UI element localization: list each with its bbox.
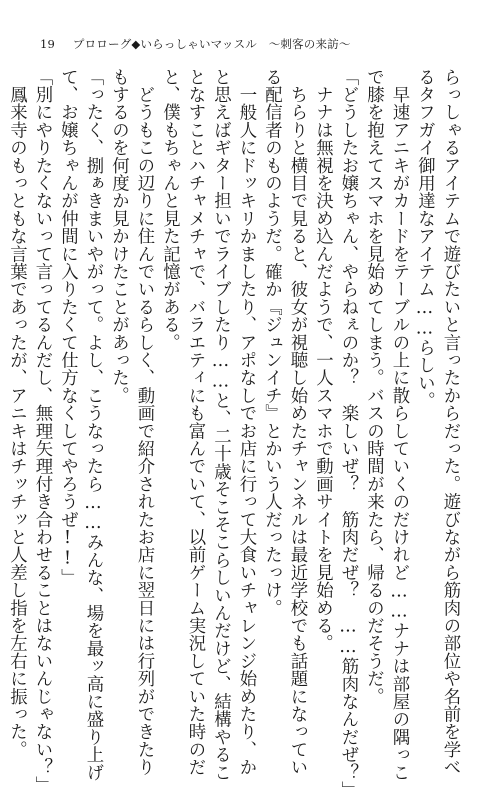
text-line: どうもこの辺りに住んでいるらしく、動画で紹介されたお店に翌日には行列ができたり — [134, 68, 154, 776]
text-line: となすことハチャメチャで、バラエティにも富んでいて、以前ゲーム実況していた時のだ — [185, 68, 205, 776]
text-line: と思えばギター担いでライブしたり……と、二十歳そこそこらしいんだけど、結構やるこ — [210, 68, 231, 782]
text-line: るタフガイ御用達なアイテム……らしい。 — [414, 68, 435, 410]
page-number: 19 — [40, 37, 56, 51]
chapter-title: プロローグ◆いらっしゃいマッスル 〜刺客の来訪〜 — [72, 37, 351, 51]
text-line: て、お嬢ちゃんが仲間に入りたくて仕方なくしてやろうぜ!!」 — [57, 68, 78, 587]
text-line: らっしゃるアイテムで遊びたいと言ったからだった。遊びながら筋肉の部位や名前を学べ — [440, 68, 460, 776]
text-line: と、僕もちゃんと見た記憶がある。 — [159, 68, 180, 352]
text-line: 鳳来寺のもっともな言葉であったが、アニキはチッチッと人差し指を左右に振った。 — [6, 68, 27, 759]
text-line: ナナは無視を決め込んだようで、一人スマホで動画サイトを見始める。 — [312, 68, 333, 653]
text-line: 一般人にドッキリかましたり、アポなしでお店に行って大食いチャレンジ始めたり、か — [236, 68, 256, 776]
text-line: 「どうしたお嬢ちゃん、やらねぇのか？ 楽しいぜ？ 筋肉だぜ？ ……筋肉なんだぜ？」 — [338, 68, 358, 799]
text-line: もするのを何度か見かけたことがあった。 — [108, 68, 129, 405]
running-header — [40, 36, 460, 56]
text-line: る配信者のものようだ。確か『ジュンイチ』とかいう人だったっけ。 — [261, 68, 282, 617]
vertical-text-body — [6, 68, 462, 799]
text-line: で膝を抱えてスマホを見始めてしまう。バスの時間が来たら、帰るのだそうだ。 — [363, 68, 384, 706]
text-line: ちらりと横目で見ると、彼女が視聴し始めたチャンネルは最近学校でも話題になってい — [287, 68, 307, 776]
text-line: 早速アニキがカードをテーブルの上に散らしていくのだけれど……ナナは部屋の隅っこ — [389, 68, 409, 782]
text-line: 「ったく、捌ぁきまいやがって。よし、こうなったら……みんな、場を最ッ高に盛り上げ — [83, 68, 103, 782]
text-line: 「別にやりたくないって言ってるんだし、無理矢理付き合わせることはないんじゃない？」 — [32, 68, 52, 794]
